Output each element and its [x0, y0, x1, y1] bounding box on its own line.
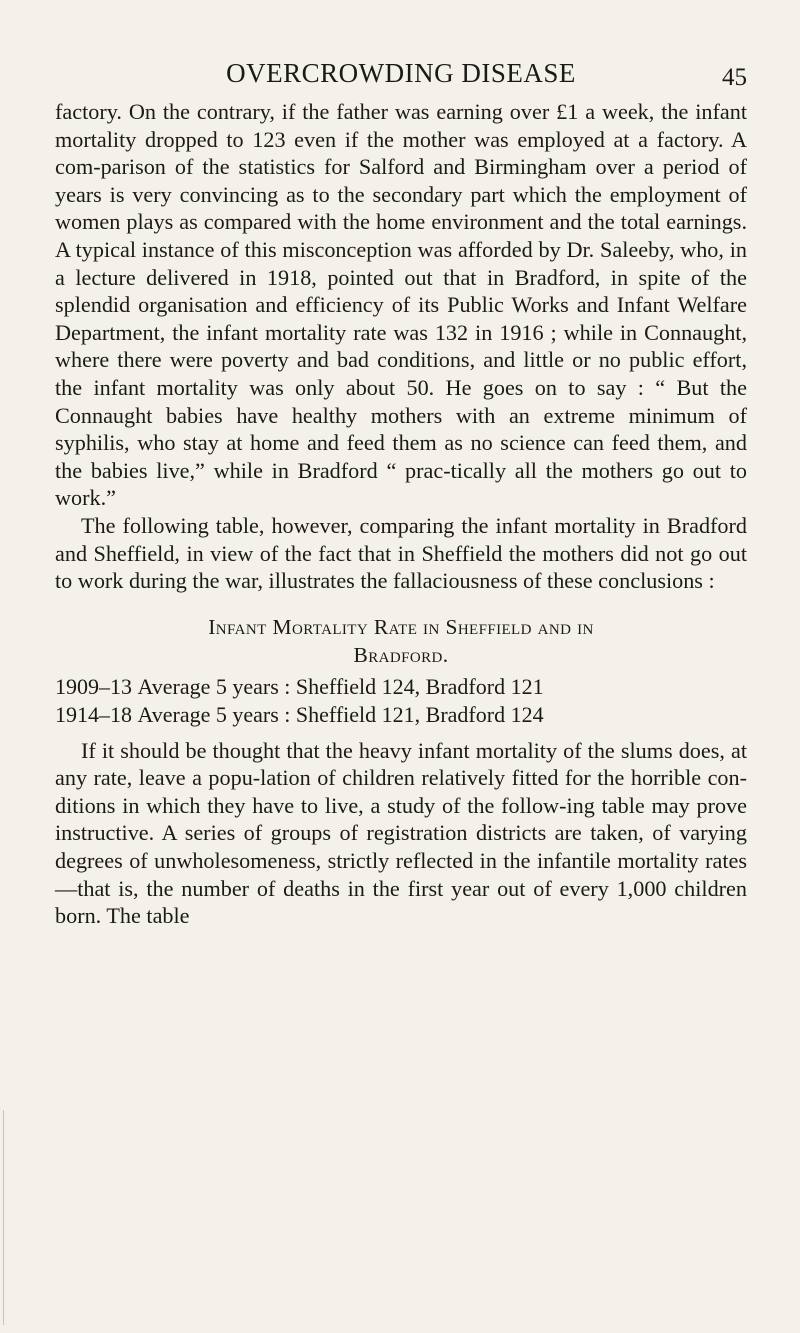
row-sheffield: Sheffield 121, [295, 701, 421, 727]
page-number: 45 [722, 64, 747, 91]
table-title [55, 613, 747, 669]
table-title-line-2: Bradford. [353, 642, 449, 667]
page-edge-line [3, 1110, 4, 1325]
row-label: Average 5 years : [137, 673, 291, 699]
row-period: 1914–18 [55, 701, 132, 727]
running-head [55, 58, 747, 98]
paragraph-3: If it should be thought that the heavy infant mortality of the slums does, at any rate, leave a popu-lation of children relatively fitted for the horrible con-ditions in which they have to live, a study of the follow-ing table may prove instructive. A series of groups of registration districts are taken, of varying degrees of unwholesomeness, strictly reflected in the infantile mortality rates—that is, the number of deaths in the first year out of every 1,000 children born. The table [55, 737, 747, 929]
table-title-line-1: Infant Mortality Rate in Sheffield and in [208, 614, 594, 639]
table-row [55, 673, 747, 701]
row-period: 1909–13 [55, 673, 132, 699]
paragraph-1: factory. On the contrary, if the father was earning over £1 a week, the infant mortality dropped to 123 even if the mother was employed at a factory. A com-parison of the statistics for Salford and Birmingham over a period of years is very convincing as to the secondary part which the employment of women plays as compared with the home environment and the total earnings. A typical instance of this misconception was afforded by Dr. Saleeby, who, in a lecture delivered in 1918, pointed out that in Bradford, in spite of the splendid organisation and efficiency of its Public Works and Infant Welfare Department, the infant mortality rate was 132 in 1916 ; while in Connaught, where there were poverty and bad conditions, and little or no public effort, the infant mortality was only about 50. He goes on to say : “ But the Connaught babies have healthy mothers with an extreme minimum of syphilis, who stay at home and feed them as no science can feed them, and the babies live,” while in Bradford “ prac-tically all the mothers go out to work.” [55, 99, 747, 511]
row-label: Average 5 years : [137, 701, 291, 727]
book-page [55, 58, 747, 930]
row-sheffield: Sheffield 124, [295, 673, 421, 699]
row-bradford: Bradford 124 [425, 701, 544, 727]
row-bradford: Bradford 121 [425, 673, 544, 699]
running-head-title: OVERCROWDING DISEASE [226, 58, 576, 88]
table-row [55, 701, 747, 729]
paragraph-2: The following table, however, comparing the infant mortality in Bradford and Sheffield, in view of the fact that in Sheffield the mothers did not go out to work during the war, illustrates the fallaciousness of these conclusions : [55, 512, 747, 594]
